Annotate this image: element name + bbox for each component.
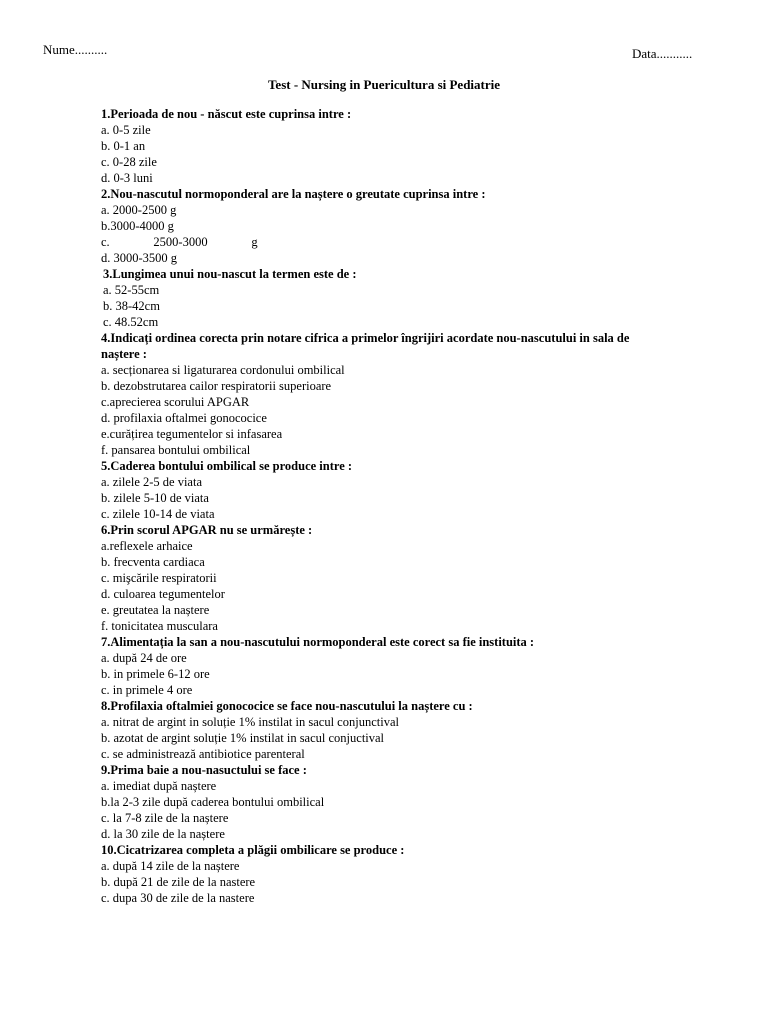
answer-option: c. mişcările respiratorii <box>101 571 217 585</box>
question-list <box>101 106 661 906</box>
question-block <box>101 266 661 330</box>
question-text: 10.Cicatrizarea completa a plăgii ombilicare se produce : <box>101 843 405 857</box>
answer-option: b. 38-42cm <box>103 299 160 313</box>
question-block <box>101 106 661 186</box>
answer-option: a. după 24 de ore <box>101 651 187 665</box>
answer-option: b. in primele 6-12 ore <box>101 667 210 681</box>
question-text: 4.Indicați ordinea corecta prin notare cifrica a primelor îngrijiri acordate nou-nascutului in sala de naștere : <box>101 331 630 361</box>
answer-option: a. 2000-2500 g <box>101 203 177 217</box>
answer-option: c. zilele 10-14 de viata <box>101 507 215 521</box>
answer-option: c. in primele 4 ore <box>101 683 193 697</box>
answer-option: c. dupa 30 de zile de la nastere <box>101 891 255 905</box>
question-text: 3.Lungimea unui nou-nascut la termen este de : <box>103 267 357 281</box>
question-text: 2.Nou-nascutul normoponderal are la naștere o greutate cuprinsa intre : <box>101 187 486 201</box>
answer-option: a. imediat după naștere <box>101 779 217 793</box>
question-text: 1.Perioada de nou - născut este cuprinsa intre : <box>101 107 352 121</box>
answer-option: c. la 7-8 zile de la naștere <box>101 811 229 825</box>
answer-option: a. 52-55cm <box>103 283 160 297</box>
question-block <box>101 842 661 906</box>
answer-option: a. zilele 2-5 de viata <box>101 475 202 489</box>
answer-option: a.reflexele arhaice <box>101 539 193 553</box>
answer-option: a. 0-5 zile <box>101 123 151 137</box>
question-text: 6.Prin scorul APGAR nu se urmărește : <box>101 523 313 537</box>
question-block <box>101 522 661 634</box>
answer-option: b. frecventa cardiaca <box>101 555 205 569</box>
answer-option: e.curățirea tegumentelor si infasarea <box>101 427 283 441</box>
question-block <box>101 186 661 266</box>
answer-option: a. după 14 zile de la naștere <box>101 859 240 873</box>
answer-option: b. azotat de argint soluție 1% instilat in sacul conjuctival <box>101 731 385 745</box>
answer-option: c. 48.52cm <box>103 315 159 329</box>
answer-option: f. tonicitatea musculara <box>101 619 218 633</box>
name-field-label: Nume.......... <box>43 42 108 57</box>
answer-option: d. la 30 zile de la naștere <box>101 827 225 841</box>
answer-option: f. pansarea bontului ombilical <box>101 443 251 457</box>
answer-option: a. nitrat de argint in soluție 1% instilat in sacul conjunctival <box>101 715 399 729</box>
question-block <box>101 698 661 762</box>
page-title: Test - Nursing in Puericultura si Pediatrie <box>267 77 501 92</box>
question-block <box>101 762 661 842</box>
question-text: 9.Prima baie a nou-nasuctului se face : <box>101 763 307 777</box>
answer-option: b. 0-1 an <box>101 139 146 153</box>
answer-option: c. se administrează antibiotice parenteral <box>101 747 305 761</box>
answer-option: e. greutatea la naștere <box>101 603 210 617</box>
question-text: 7.Alimentația la san a nou-nascutului normoponderal este corect sa fie instituita : <box>101 635 535 649</box>
answer-option: d. profilaxia oftalmei gonococice <box>101 411 267 425</box>
question-block <box>101 458 661 522</box>
answer-option: a. secționarea si ligaturarea cordonului ombilical <box>101 363 345 377</box>
answer-option: c.aprecierea scorului APGAR <box>101 395 250 409</box>
answer-option: b.la 2-3 zile după caderea bontului ombilical <box>101 795 325 809</box>
answer-option: b. zilele 5-10 de viata <box>101 491 209 505</box>
answer-option: c. 2500-3000 g <box>101 235 258 249</box>
answer-option: c. 0-28 zile <box>101 155 157 169</box>
question-text: 5.Caderea bontului ombilical se produce intre : <box>101 459 353 473</box>
answer-option: b. după 21 de zile de la nastere <box>101 875 256 889</box>
question-block <box>101 634 661 698</box>
question-block <box>101 330 661 458</box>
answer-option: d. culoarea tegumentelor <box>101 587 225 601</box>
answer-option: d. 0-3 luni <box>101 171 153 185</box>
date-field-label: Data........... <box>632 46 693 61</box>
answer-option: d. 3000-3500 g <box>101 251 178 265</box>
answer-option: b. dezobstrutarea cailor respiratorii superioare <box>101 379 332 393</box>
answer-option: b.3000-4000 g <box>101 219 174 233</box>
question-text: 8.Profilaxia oftalmiei gonococice se face nou-nascutului la naștere cu : <box>101 699 473 713</box>
